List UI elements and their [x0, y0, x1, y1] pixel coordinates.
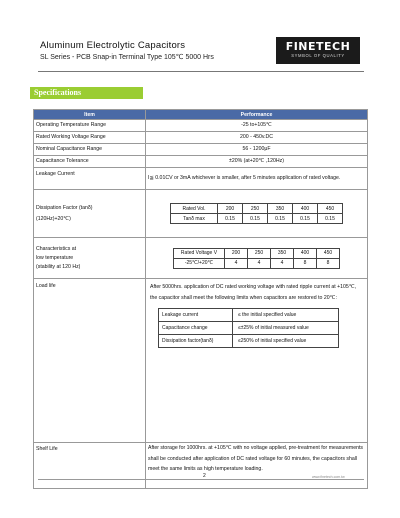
char-head-label: Rated Voltage V	[174, 248, 225, 258]
document-title: Aluminum Electrolytic Capacitors	[40, 40, 186, 51]
char-row-label: -25℃/+20℃	[174, 258, 225, 268]
char-voltage: 200	[225, 248, 248, 258]
df-value: 0.15	[293, 214, 318, 224]
df-voltage: 450	[318, 204, 343, 214]
char-value: 4	[225, 258, 248, 268]
df-item-condition: (120Hz)+20℃)	[36, 216, 71, 222]
limit-label: Dissipation factor(tanδ)	[159, 335, 233, 348]
item-cell	[34, 238, 146, 279]
page-number: 2	[203, 473, 206, 479]
item-cell: Shelf Life	[34, 443, 146, 489]
document-subtitle: SL Series - PCB Snap-in Terminal Type 105℃ 5000 Hrs	[40, 54, 214, 61]
char-item-line1: Characteristics at	[36, 245, 77, 252]
header-divider	[38, 71, 364, 72]
char-value: 4	[248, 258, 271, 268]
value-cell: ±20% (at+20℃ ,120Hz)	[146, 156, 368, 168]
char-value: 8	[317, 258, 340, 268]
value-cell: I≦ 0.01CV or 3mA whichever is smaller, after 5 minutes application of rated voltage.	[146, 168, 368, 190]
value-cell	[146, 279, 368, 443]
table-row	[34, 168, 368, 190]
limit-label: Capacitance change	[159, 322, 233, 335]
char-voltage: 250	[248, 248, 271, 258]
table-row	[34, 443, 368, 489]
table-row	[34, 156, 368, 168]
item-cell: Nominal Capacitance Range	[34, 144, 146, 156]
value-cell: After storage for 1000hrs. at +105℃ with no voltage applied, pre-treatment for measurements shall be conducted after application of DC rated voltage for 60 minutes, the capacitors shall meet the same limits as high temperature loading.	[146, 443, 368, 489]
section-label: Specifications	[30, 87, 143, 99]
load-life-limits	[158, 308, 339, 348]
df-subtable	[170, 203, 343, 224]
item-cell: Rated Working Voltage Range	[34, 132, 146, 144]
char-voltage: 400	[294, 248, 317, 258]
item-cell: Capacitance Tolerance	[34, 156, 146, 168]
value-cell: 200 - 450v.DC	[146, 132, 368, 144]
df-value: 0.15	[218, 214, 243, 224]
df-voltage: 400	[293, 204, 318, 214]
col-item-header: Item	[34, 110, 146, 120]
df-voltage: 200	[218, 204, 243, 214]
finetech-logo	[276, 37, 360, 64]
df-voltage: 250	[243, 204, 268, 214]
item-cell: Load life	[34, 279, 146, 443]
col-performance-header: Performance	[146, 110, 368, 120]
char-item-line2: low temperature	[36, 254, 74, 261]
table-row	[34, 279, 368, 443]
table-row	[34, 238, 368, 279]
value-cell	[146, 238, 368, 279]
df-voltage: 350	[268, 204, 293, 214]
table-row	[34, 144, 368, 156]
df-value: 0.15	[268, 214, 293, 224]
char-subtable	[173, 248, 340, 269]
item-cell: Operating Temperature Range	[34, 120, 146, 132]
char-voltage: 450	[317, 248, 340, 258]
df-head-label: Rated Vol.	[171, 204, 218, 214]
limit-value: ≤ the initial specified value	[233, 309, 339, 322]
value-cell: 56 - 1200μF	[146, 144, 368, 156]
table-row	[34, 132, 368, 144]
item-cell	[34, 190, 146, 238]
value-cell: -25 to+105℃	[146, 120, 368, 132]
df-value: 0.15	[243, 214, 268, 224]
df-value: 0.15	[318, 214, 343, 224]
value-cell	[146, 190, 368, 238]
limit-value: ≤250% of initial specified value	[233, 335, 339, 348]
df-row-label: Tanδ max	[171, 214, 218, 224]
char-value: 8	[294, 258, 317, 268]
load-life-desc: After 5000hrs. application of DC rated working voltage with rated ripple current at +105℃, the capacitor shall meet the following limits when capacitors are restored to 20℃:	[150, 284, 357, 301]
spec-table	[33, 109, 368, 489]
table-row	[34, 120, 368, 132]
table-row	[34, 190, 368, 238]
char-item-line3: (stability at 120 Hz)	[36, 263, 81, 270]
limit-value: ≤±25% of initial measured value	[233, 322, 339, 335]
footer-divider	[38, 479, 364, 480]
df-item-label: Dissipation Factor (tanδ)	[36, 205, 93, 211]
char-voltage: 350	[271, 248, 294, 258]
logo-text: FINETECH	[285, 40, 351, 53]
item-cell: Leakage Current	[34, 168, 146, 190]
logo-tagline: SYMBOL OF QUALITY	[291, 53, 345, 58]
footer-website: www.finetech.com.tw	[312, 475, 345, 479]
limit-label: Leakage current	[159, 309, 233, 322]
char-value: 4	[271, 258, 294, 268]
table-header-row	[34, 110, 368, 120]
